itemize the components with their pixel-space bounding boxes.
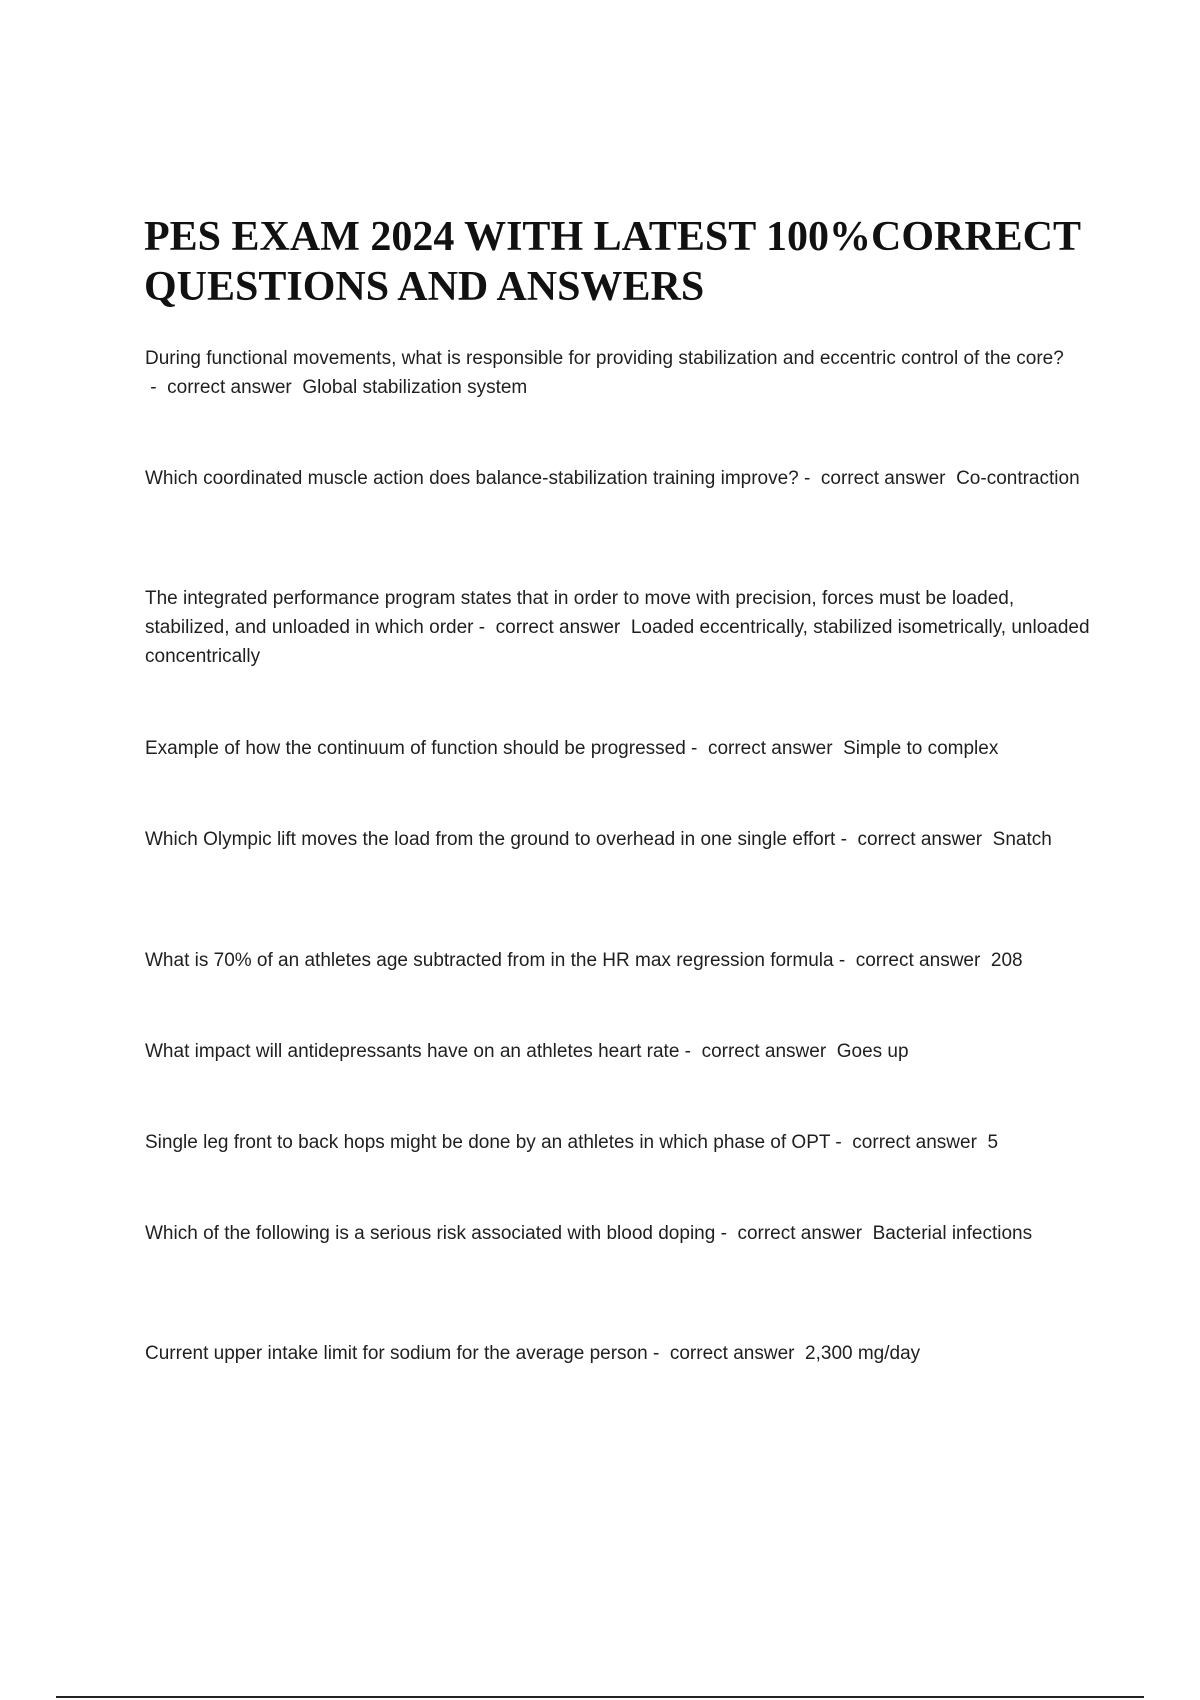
answer-text: Snatch [992,829,1052,850]
qa-list [145,344,1100,1399]
answer-text: Global stabilization system [302,377,528,398]
answer-text: 208 [990,950,1023,971]
question-text: During functional movements, what is responsible for providing stabilization and eccentric control of the core? [145,348,1064,369]
question-text: What is 70% of an athletes age subtracted from in the HR max regression formula [145,950,834,971]
answer-separator: - correct answer [473,617,631,638]
answer-separator: - correct answer [715,1223,873,1244]
qa-item [145,1128,1100,1219]
qa-item [145,1219,1100,1339]
answer-separator: - correct answer [833,950,991,971]
answer-text: Goes up [836,1041,909,1062]
qa-item [145,1339,1100,1399]
question-text: Which coordinated muscle action does balance-stabilization training improve? [145,468,799,489]
question-text: Example of how the continuum of function should be progressed [145,738,686,759]
answer-separator: - correct answer [685,738,844,759]
qa-item [145,584,1100,734]
qa-item [145,825,1100,946]
answer-separator: - correct answer [679,1041,837,1062]
answer-text: 2,300 mg/day [805,1343,921,1364]
answer-separator: - correct answer [647,1343,806,1364]
question-text: Current upper intake limit for sodium for the average person [145,1343,648,1364]
question-text: Which Olympic lift moves the load from the ground to overhead in one single effort [145,829,836,850]
answer-text: Simple to complex [843,738,999,759]
answer-separator: - correct answer [798,468,957,489]
answer-text: Loaded eccentrically, stabilized isometrically, unloaded concentrically [145,617,1090,667]
answer-text: Bacterial infections [872,1223,1033,1244]
answer-text: 5 [987,1132,999,1153]
question-text: What impact will antidepressants have on an athletes heart rate [145,1041,680,1062]
qa-item [145,464,1100,584]
question-text: The integrated performance program states that in order to move with precision, forces must be loaded, stabilized, and unloaded in which order [145,588,1015,638]
answer-separator: - correct answer [145,377,303,398]
question-text: Single leg front to back hops might be done by an athletes in which phase of OPT [145,1132,831,1153]
qa-item [145,344,1100,464]
qa-item [145,734,1100,825]
qa-item [145,946,1100,1037]
question-text: Which of the following is a serious risk associated with blood doping [145,1223,716,1244]
answer-separator: - correct answer [830,1132,988,1153]
footer-divider [56,1696,1144,1698]
answer-separator: - correct answer [835,829,993,850]
qa-item [145,1037,1100,1128]
answer-text: Co-contraction [956,468,1080,489]
document-title: PES EXAM 2024 WITH LATEST 100%CORRECT QUESTIONS AND ANSWERS [144,214,1081,310]
